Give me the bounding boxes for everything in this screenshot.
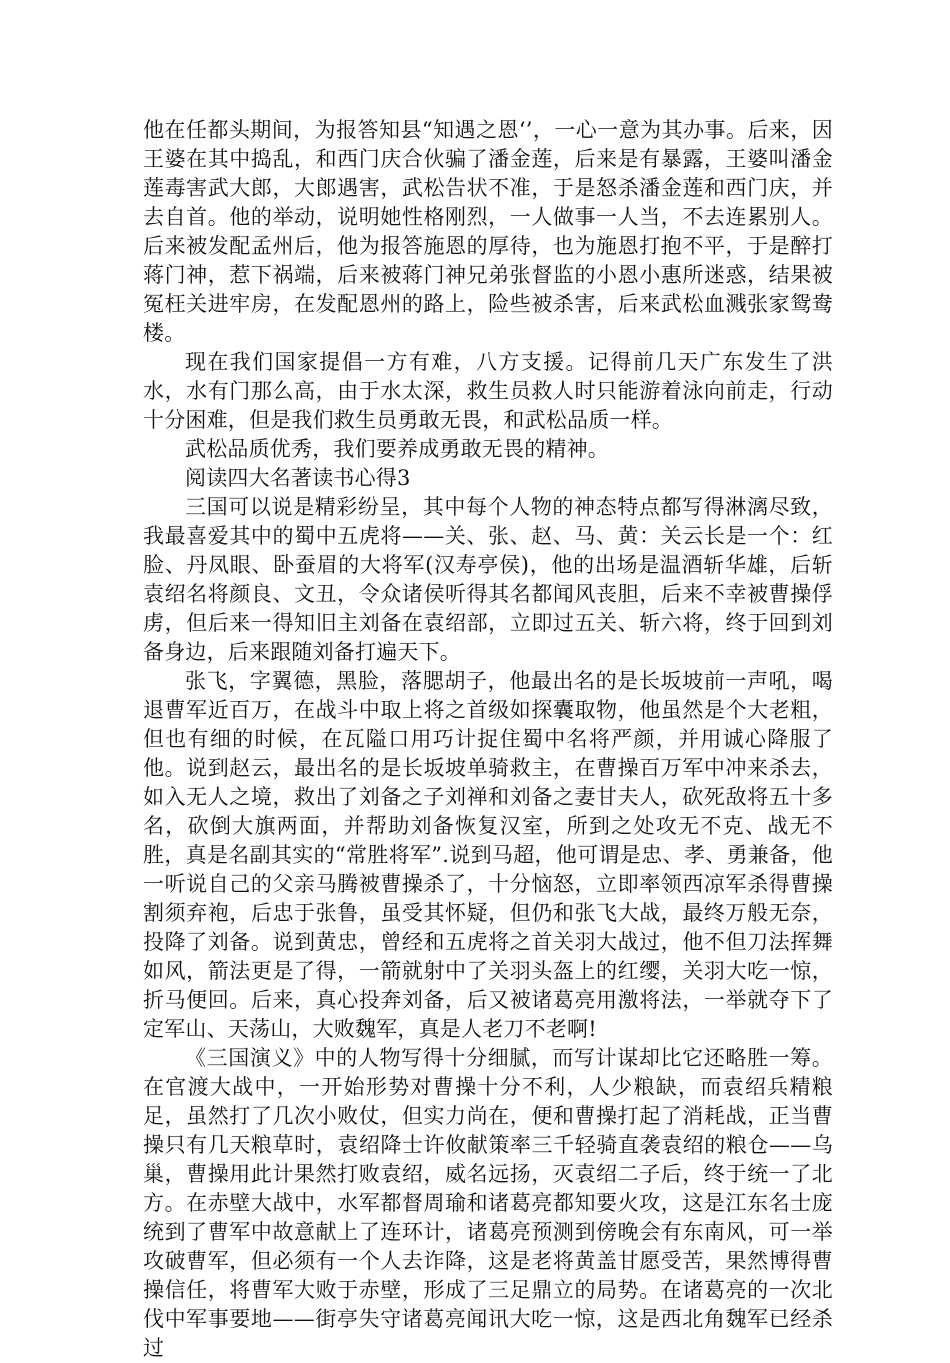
paragraph-three-kingdoms-strategies: 《三国演义》中的人物写得十分细腻，而写计谋却比它还略胜一筹。在官渡大战中，一开始形势对曹操十分不利，人少粮缺，而袁绍兵精粮足，虽然打了几次小败仗，但实力尚在，便和曹操打起了消耗战，正当曹操只有几天粮草时，袁绍降士许攸献策率三千轻骑直袭袁绍的粮仓——乌巢，曹操用此计果然打败袁绍，威名远扬，灭袁绍二子后，终于统一了北方。在赤壁大战中，水军都督周瑜和诸葛亮都知要火攻，这是江东名士庞统到了曹军中故意献上了连环计，诸葛亮预测到傍晚会有东南风，可一举攻破曹军，但必须有一个人去诈降，这是老将黄盖甘愿受苦，果然博得曹操信任，将曹军大败于赤壁，形成了三足鼎立的局势。在诸葛亮的一次北伐中军事要地——街亭失守诸葛亮闻讯大吃一惊，这是西北角魏军已经杀过 [143, 1046, 833, 1360]
document-body [143, 116, 833, 1363]
paragraph-five-tiger-generals: 三国可以说是精彩纷呈，其中每个人物的神态特点都写得淋漓尽致，我最喜爱其中的蜀中五虎将——关、张、赵、马、黄：关云长是一个：红脸、丹凤眼、卧蚕眉的大将军(汉寿亭侯)，他的出场是温酒斩华雄，后斩袁绍名将颜良、文丑，令众诸侯听得其名都闻风丧胆，后来不幸被曹操俘虏，但后来一得知旧主刘备在袁绍部，立即过五关、斩六将，终于回到刘备身边，后来跟随刘备打遍天下。 [143, 495, 833, 664]
section-heading: 阅读四大名著读书心得3 [185, 466, 411, 490]
paragraph-wusong-deeds: 他在任都头期间，为报答知县“知遇之恩‘’，一心一意为其办事。后来，因王婆在其中捣乱，和西门庆合伙骗了潘金莲，后来是有暴露，王婆叫潘金莲毒害武大郎，大郎遇害，武松告状不准，于是怒杀潘金莲和西门庆，并去自首。他的举动，说明她性格刚烈，一人做事一人当，不去连累别人。后来被发配孟州后，他为报答施恩的厚待，也为施恩打抱不平，于是醉打蒋门神，惹下祸端，后来被蒋门神兄弟张督监的小恩小惠所迷惑，结果被冤枉关进牢房，在发配恩州的路上，险些被杀害，后来武松血溅张家鸳鸯楼。 [143, 118, 833, 345]
paragraph-wusong-conclusion: 武松品质优秀，我们要养成勇敢无畏的精神。 [185, 437, 609, 461]
paragraph-zhangfei-zhaoyun-machao-huangzhong: 张飞，字翼德，黑脸，落腮胡子，他最出名的是长坂坡前一声吼，喝退曹军近百万，在战斗中取上将之首级如探囊取物，他虽然是个大老粗，但也有细的时候，在瓦隘口用巧计捉住蜀中名将严颜，并用诚心降服了他。说到赵云，最出名的是长坂坡单骑救主，在曹操百万军中冲来杀去，如入无人之境，救出了刘备之子刘禅和刘备之妻甘夫人，砍死敌将五十多名，砍倒大旗两面，并帮助刘备恢复汉室，所到之处攻无不克、战无不胜，真是名副其实的“常胜将军”.说到马超，他可谓是忠、孝、勇兼备，他一听说自己的父亲马腾被曹操杀了，十分恼怒，立即率领西凉军杀得曹操割须弃袍，后忠于张鲁，虽受其怀疑，但仍和张飞大战，最终万般无奈，投降了刘备。说到黄忠，曾经和五虎将之首关羽大战过，他不但刀法挥舞如风，箭法更是了得，一箭就射中了关羽头盔上的红缨，关羽大吃一惊，折马便回。后来，真心投奔刘备，后又被诸葛亮用激将法，一举就夺下了定军山、天荡山，大败魏军，真是人老刀不老啊! [143, 669, 833, 1041]
paragraph-flood-rescue: 现在我们国家提倡一方有难，八方支援。记得前几天广东发生了洪水，水有门那么高，由于水太深，救生员救人时只能游着泳向前走，行动十分困难，但是我们救生员勇敢无畏，和武松品质一样。 [143, 350, 833, 432]
